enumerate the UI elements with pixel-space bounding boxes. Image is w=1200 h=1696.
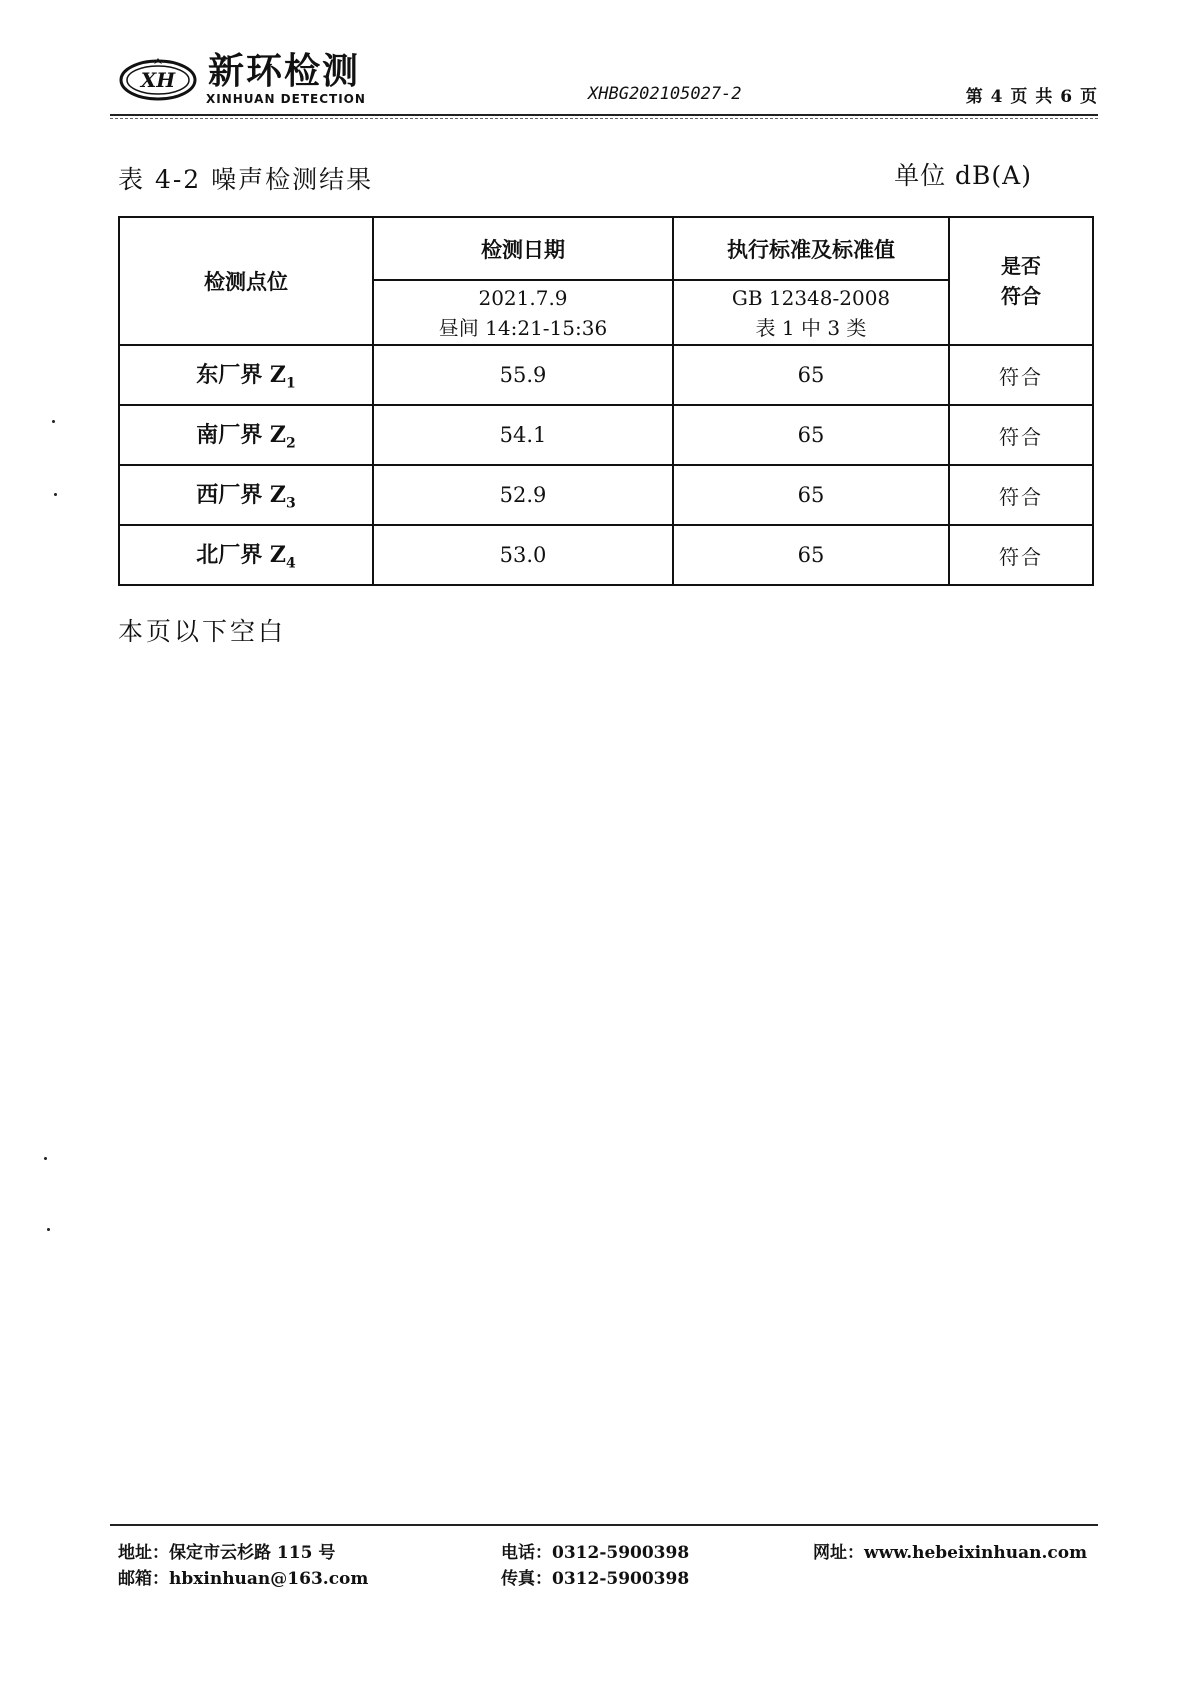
scan-speck	[52, 420, 55, 423]
table-row	[119, 465, 1093, 525]
xinhuan-logo-icon	[118, 56, 198, 102]
footer-website: 网址：www.hebeixinhuan.com	[813, 1543, 1088, 1563]
compliance-result: 符合	[949, 525, 1093, 585]
scan-speck	[44, 1157, 47, 1160]
page-header	[110, 52, 1098, 114]
limit-value: 65	[673, 405, 949, 465]
header-date: 检测日期	[373, 217, 673, 280]
table-row	[119, 345, 1093, 405]
table-row	[119, 525, 1093, 585]
noise-results-table	[118, 216, 1094, 586]
page-number: 第 4 页 共 6 页	[965, 87, 1098, 107]
measured-value: 52.9	[373, 465, 673, 525]
header-standard: 执行标准及标准值	[673, 217, 949, 280]
measured-value: 55.9	[373, 345, 673, 405]
header-compliance	[949, 217, 1093, 345]
noise-results-table-wrap	[118, 216, 1092, 586]
header-compliance-line1: 是否	[1001, 254, 1041, 278]
header-divider-dashed	[110, 118, 1098, 119]
time-range: 昼间 14:21-15:36	[438, 315, 608, 340]
footer-fax: 传真：0312-5900398	[501, 1569, 690, 1589]
standard-class: 表 1 中 3 类	[755, 315, 867, 340]
footer-address: 地址：保定市云杉路 115 号	[118, 1543, 336, 1563]
date-value: 2021.7.9	[478, 285, 568, 310]
header-divider	[110, 114, 1098, 116]
date-value-cell	[373, 280, 673, 345]
header-location: 检测点位	[119, 217, 373, 345]
limit-value: 65	[673, 465, 949, 525]
limit-value: 65	[673, 525, 949, 585]
location-cell: 西厂界 $Z_3$	[119, 465, 373, 525]
standard-code: GB 12348-2008	[731, 285, 891, 310]
report-number: XHBG202105027-2	[588, 84, 742, 104]
header-compliance-line2: 符合	[1001, 284, 1041, 308]
scan-speck	[54, 493, 57, 496]
location-cell: 南厂界 $Z_2$	[119, 405, 373, 465]
limit-value: 65	[673, 345, 949, 405]
scan-speck	[47, 1228, 50, 1231]
compliance-result: 符合	[949, 465, 1093, 525]
logo-english-name: XINHUAN DETECTION	[206, 92, 366, 106]
location-cell: 北厂界 $Z_4$	[119, 525, 373, 585]
table-row	[119, 405, 1093, 465]
logo-mark-text: XH	[140, 68, 176, 92]
compliance-result: 符合	[949, 345, 1093, 405]
unit-label: 单位 dB(A)	[894, 161, 1032, 190]
compliance-result: 符合	[949, 405, 1093, 465]
blank-page-note: 本页以下空白	[118, 617, 287, 646]
footer-email: 邮箱：hbxinhuan@163.com	[118, 1569, 369, 1589]
measured-value: 54.1	[373, 405, 673, 465]
standard-value-cell	[673, 280, 949, 345]
footer-phone: 电话：0312-5900398	[501, 1543, 690, 1563]
logo-chinese-name: 新环检测	[208, 51, 361, 92]
measured-value: 53.0	[373, 525, 673, 585]
table-title: 表 4-2 噪声检测结果	[118, 165, 374, 194]
footer-divider	[110, 1524, 1098, 1526]
location-cell: 东厂界 $Z_1$	[119, 345, 373, 405]
